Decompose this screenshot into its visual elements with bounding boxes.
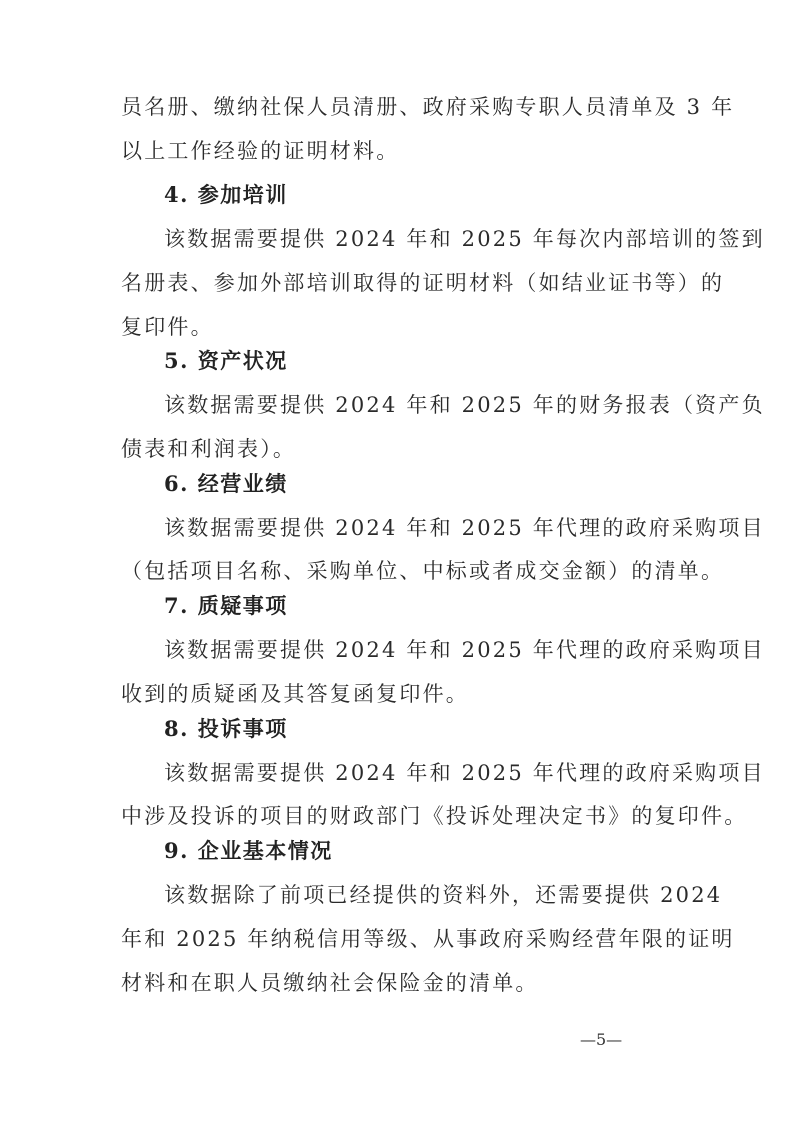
paragraph-line: 年和 2025 年纳税信用等级、从事政府采购经营年限的证明 [121,927,735,951]
paragraph-line: （包括项目名称、采购单位、中标或者成交金额）的清单。 [121,559,725,583]
page-number: —5— [580,1030,623,1049]
section-heading: 4. 参加培训 [164,182,288,207]
section-heading: 7. 质疑事项 [164,593,288,618]
paragraph-line: 员名册、缴纳社保人员清册、政府采购专职人员清单及 3 年 [121,95,735,119]
paragraph-line: 材料和在职人员缴纳社会保险金的清单。 [121,971,539,995]
section-heading: 6. 经营业绩 [164,471,288,496]
paragraph-line: 以上工作经验的证明材料。 [121,139,400,163]
paragraph-line: 该数据需要提供 2024 年和 2025 年代理的政府采购项目 [164,516,765,540]
paragraph-line: 该数据除了前项已经提供的资料外，还需要提供 2024 [164,883,723,907]
paragraph-line: 复印件。 [121,315,214,339]
paragraph-line: 该数据需要提供 2024 年和 2025 年代理的政府采购项目 [164,761,765,785]
paragraph-line: 该数据需要提供 2024 年和 2025 年代理的政府采购项目 [164,638,765,662]
paragraph-line: 中涉及投诉的项目的财政部门《投诉处理决定书》的复印件。 [121,804,748,828]
section-heading: 9. 企业基本情况 [164,838,333,863]
paragraph-line: 收到的质疑函及其答复函复印件。 [121,682,469,706]
paragraph-line: 名册表、参加外部培训取得的证明材料（如结业证书等）的 [121,271,725,295]
paragraph-line: 该数据需要提供 2024 年和 2025 年的财务报表（资产负 [164,393,765,417]
section-heading: 8. 投诉事项 [164,716,288,741]
paragraph-line: 债表和利润表）。 [121,437,297,461]
paragraph-line: 该数据需要提供 2024 年和 2025 年每次内部培训的签到 [164,227,765,251]
section-heading: 5. 资产状况 [164,348,288,373]
